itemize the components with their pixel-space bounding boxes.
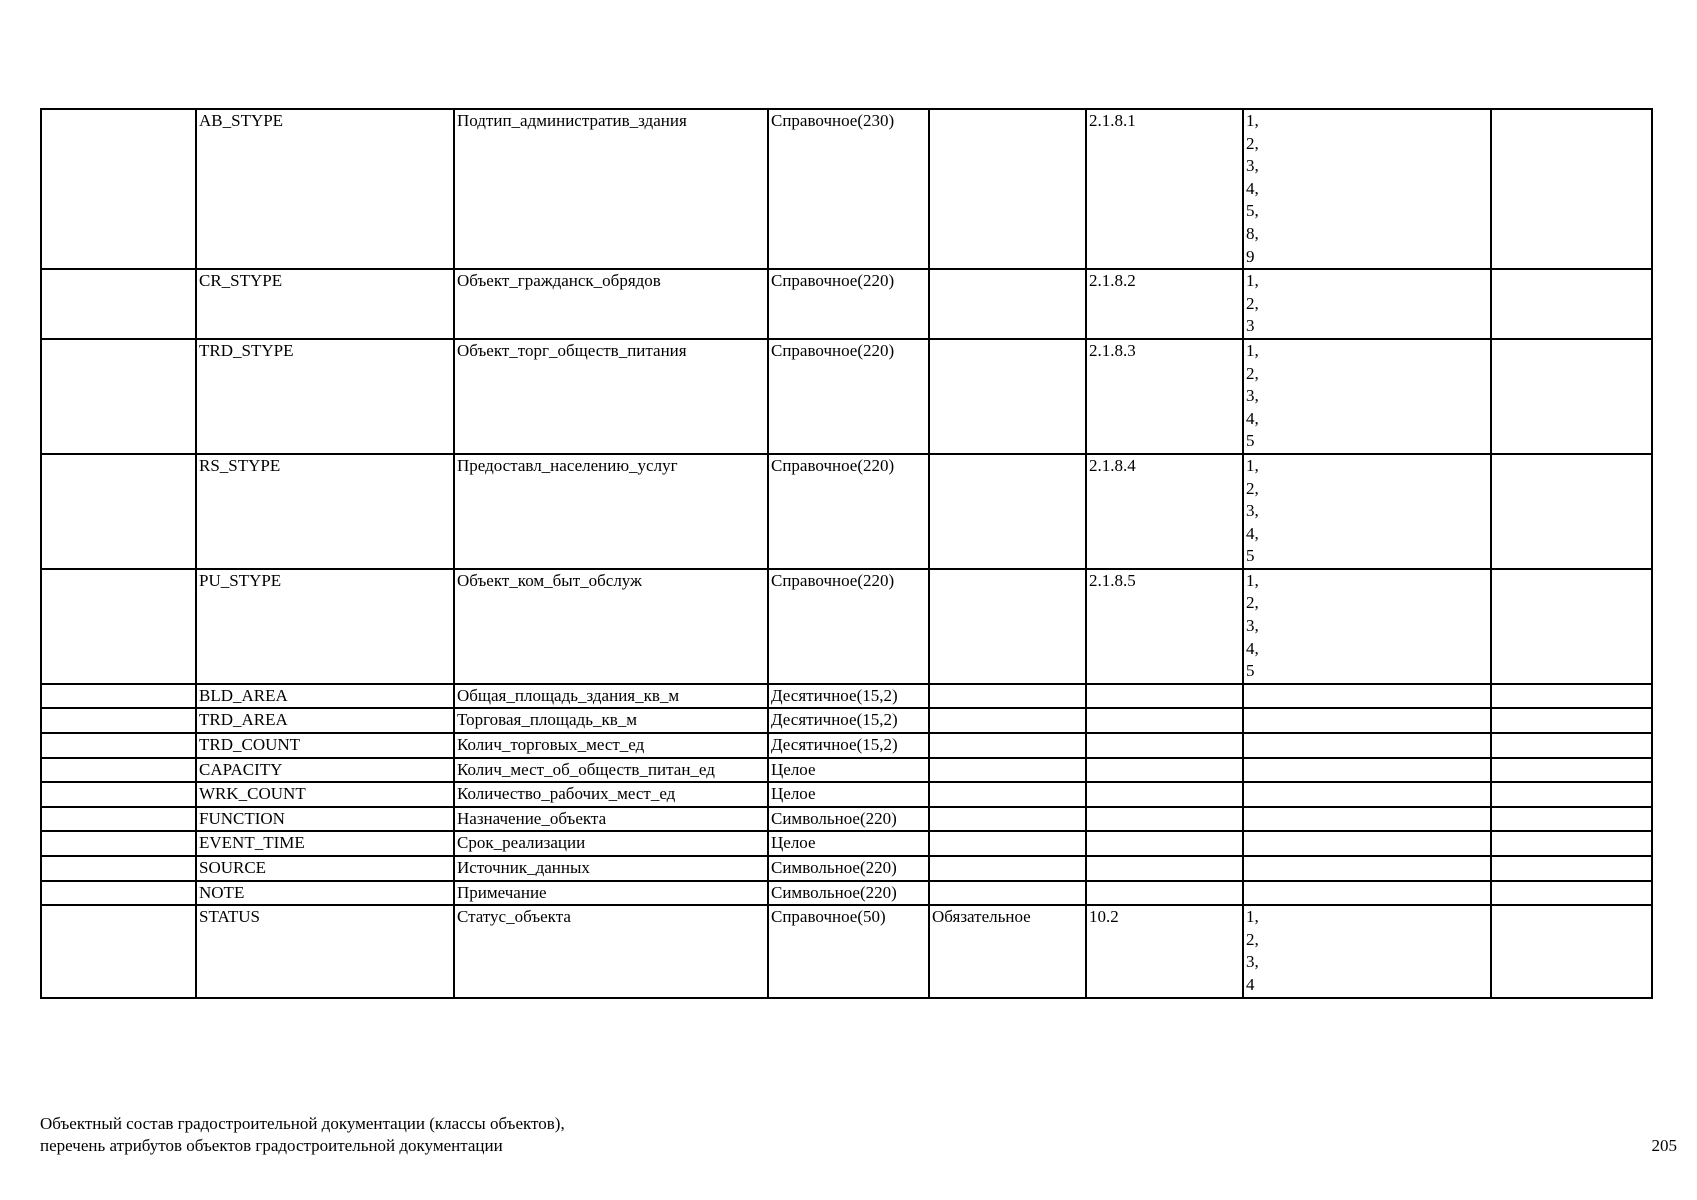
attribute-values (1243, 454, 1491, 569)
attribute-required (929, 708, 1086, 733)
attribute-name: Источник_данных (454, 856, 768, 881)
attribute-reference: 2.1.8.3 (1086, 339, 1243, 454)
attribute-required (929, 881, 1086, 906)
attribute-name: Подтип_административ_здания (454, 109, 768, 269)
attribute-code: BLD_AREA (196, 684, 454, 709)
value-item: 1, (1246, 455, 1259, 475)
row-empty-cell (41, 269, 196, 339)
value-item: 3, (1246, 616, 1259, 636)
attribute-values (1243, 905, 1491, 997)
row-empty-cell (41, 109, 196, 269)
value-item: 4, (1246, 523, 1259, 543)
attribute-code: WRK_COUNT (196, 782, 454, 807)
row-empty-cell (1491, 856, 1652, 881)
row-empty-cell (41, 782, 196, 807)
value-item: 3 (1246, 316, 1255, 336)
value-item: 5 (1246, 431, 1255, 451)
value-item: 3, (1246, 156, 1259, 176)
attribute-values (1243, 831, 1491, 856)
table-row (41, 109, 1652, 269)
value-item: 1, (1246, 570, 1259, 590)
value-item: 1, (1246, 271, 1259, 291)
attribute-reference (1086, 782, 1243, 807)
attribute-name: Торговая_площадь_кв_м (454, 708, 768, 733)
table-row (41, 339, 1652, 454)
attribute-type: Символьное(220) (768, 856, 929, 881)
attribute-type: Справочное(220) (768, 569, 929, 684)
attribute-values (1243, 782, 1491, 807)
row-empty-cell (41, 684, 196, 709)
attribute-required (929, 831, 1086, 856)
value-item: 4, (1246, 178, 1259, 198)
attribute-code: NOTE (196, 881, 454, 906)
attribute-required (929, 569, 1086, 684)
table-row (41, 708, 1652, 733)
attribute-type: Десятичное(15,2) (768, 733, 929, 758)
table-row (41, 569, 1652, 684)
attribute-name: Статус_объекта (454, 905, 768, 997)
attribute-reference (1086, 708, 1243, 733)
row-empty-cell (1491, 831, 1652, 856)
attribute-required (929, 758, 1086, 783)
attribute-required: Обязательное (929, 905, 1086, 997)
attribute-type: Справочное(220) (768, 339, 929, 454)
attribute-values (1243, 881, 1491, 906)
attribute-code: CAPACITY (196, 758, 454, 783)
table-row (41, 856, 1652, 881)
table-row (41, 881, 1652, 906)
attribute-type: Справочное(230) (768, 109, 929, 269)
attribute-name: Колич_торговых_мест_ед (454, 733, 768, 758)
attribute-required (929, 807, 1086, 832)
attribute-reference: 10.2 (1086, 905, 1243, 997)
attribute-reference (1086, 758, 1243, 783)
attribute-name: Срок_реализации (454, 831, 768, 856)
attribute-code: EVENT_TIME (196, 831, 454, 856)
attribute-values (1243, 856, 1491, 881)
row-empty-cell (1491, 807, 1652, 832)
attribute-reference (1086, 807, 1243, 832)
attribute-type: Целое (768, 782, 929, 807)
attribute-values (1243, 684, 1491, 709)
page-number: 205 (1651, 1136, 1677, 1155)
table-body (41, 109, 1652, 998)
table-row (41, 684, 1652, 709)
row-empty-cell (1491, 109, 1652, 269)
value-item: 2, (1246, 929, 1259, 949)
attribute-name: Колич_мест_об_обществ_питан_ед (454, 758, 768, 783)
attribute-reference: 2.1.8.2 (1086, 269, 1243, 339)
attribute-reference (1086, 881, 1243, 906)
attribute-name: Объект_торг_обществ_питания (454, 339, 768, 454)
attribute-name: Примечание (454, 881, 768, 906)
value-item: 1, (1246, 111, 1259, 130)
attribute-type: Десятичное(15,2) (768, 708, 929, 733)
attribute-required (929, 684, 1086, 709)
row-empty-cell (1491, 339, 1652, 454)
table-row (41, 905, 1652, 997)
row-empty-cell (41, 856, 196, 881)
row-empty-cell (1491, 758, 1652, 783)
attribute-code: CR_STYPE (196, 269, 454, 339)
value-item: 2, (1246, 363, 1259, 383)
row-empty-cell (1491, 905, 1652, 997)
attribute-reference: 2.1.8.1 (1086, 109, 1243, 269)
value-item: 9 (1246, 246, 1255, 266)
row-empty-cell (41, 807, 196, 832)
value-item: 2, (1246, 593, 1259, 613)
row-empty-cell (41, 881, 196, 906)
row-empty-cell (1491, 269, 1652, 339)
attribute-required (929, 269, 1086, 339)
attribute-name: Количество_рабочих_мест_ед (454, 782, 768, 807)
attribute-code: STATUS (196, 905, 454, 997)
attribute-type: Справочное(50) (768, 905, 929, 997)
value-item: 1, (1246, 340, 1259, 360)
attribute-code: SOURCE (196, 856, 454, 881)
row-empty-cell (1491, 684, 1652, 709)
attribute-reference: 2.1.8.5 (1086, 569, 1243, 684)
value-item: 2, (1246, 293, 1259, 313)
row-empty-cell (41, 758, 196, 783)
row-empty-cell (1491, 782, 1652, 807)
footer-caption (40, 1113, 565, 1157)
table-row (41, 733, 1652, 758)
attribute-values (1243, 807, 1491, 832)
attribute-type: Символьное(220) (768, 881, 929, 906)
attribute-code: FUNCTION (196, 807, 454, 832)
footer-line-2: перечень атрибутов объектов градостроительной документации (40, 1136, 503, 1155)
table-row (41, 831, 1652, 856)
row-empty-cell (41, 339, 196, 454)
value-item: 5 (1246, 546, 1255, 566)
attribute-required (929, 109, 1086, 269)
table-row (41, 807, 1652, 832)
row-empty-cell (41, 569, 196, 684)
attribute-required (929, 856, 1086, 881)
attribute-reference: 2.1.8.4 (1086, 454, 1243, 569)
attribute-code: TRD_STYPE (196, 339, 454, 454)
attribute-values (1243, 758, 1491, 783)
value-item: 5, (1246, 201, 1259, 221)
attribute-name: Общая_площадь_здания_кв_м (454, 684, 768, 709)
row-empty-cell (1491, 733, 1652, 758)
value-item: 5 (1246, 661, 1255, 681)
value-item: 4 (1246, 974, 1255, 994)
attribute-values (1243, 269, 1491, 339)
attribute-type: Символьное(220) (768, 807, 929, 832)
attribute-values (1243, 708, 1491, 733)
attribute-required (929, 733, 1086, 758)
attribute-type: Десятичное(15,2) (768, 684, 929, 709)
row-empty-cell (41, 733, 196, 758)
attribute-required (929, 454, 1086, 569)
attribute-type: Целое (768, 758, 929, 783)
attribute-values (1243, 109, 1491, 269)
row-empty-cell (1491, 881, 1652, 906)
attribute-type: Справочное(220) (768, 454, 929, 569)
attribute-values (1243, 733, 1491, 758)
table-row (41, 269, 1652, 339)
attribute-reference (1086, 733, 1243, 758)
row-empty-cell (1491, 569, 1652, 684)
attribute-name: Объект_гражданск_обрядов (454, 269, 768, 339)
value-item: 1, (1246, 907, 1259, 927)
attribute-name: Назначение_объекта (454, 807, 768, 832)
value-item: 3, (1246, 501, 1259, 521)
attribute-values (1243, 339, 1491, 454)
value-item: 2, (1246, 133, 1259, 153)
attribute-required (929, 782, 1086, 807)
attribute-code: TRD_COUNT (196, 733, 454, 758)
row-empty-cell (41, 905, 196, 997)
value-item: 4, (1246, 638, 1259, 658)
footer-line-1: Объектный состав градостроительной документации (классы объектов), (40, 1114, 565, 1133)
value-item: 3, (1246, 952, 1259, 972)
value-item: 4, (1246, 408, 1259, 428)
attribute-reference (1086, 684, 1243, 709)
attribute-code: PU_STYPE (196, 569, 454, 684)
row-empty-cell (41, 831, 196, 856)
attribute-type: Целое (768, 831, 929, 856)
attribute-code: TRD_AREA (196, 708, 454, 733)
row-empty-cell (41, 708, 196, 733)
row-empty-cell (1491, 708, 1652, 733)
value-item: 3, (1246, 386, 1259, 406)
value-item: 2, (1246, 478, 1259, 498)
attribute-reference (1086, 831, 1243, 856)
attribute-reference (1086, 856, 1243, 881)
attributes-table (40, 108, 1653, 999)
table-row (41, 454, 1652, 569)
attribute-values (1243, 569, 1491, 684)
attribute-code: RS_STYPE (196, 454, 454, 569)
attribute-name: Объект_ком_быт_обслуж (454, 569, 768, 684)
attribute-type: Справочное(220) (768, 269, 929, 339)
row-empty-cell (41, 454, 196, 569)
value-item: 8, (1246, 223, 1259, 243)
table-row (41, 782, 1652, 807)
row-empty-cell (1491, 454, 1652, 569)
attribute-required (929, 339, 1086, 454)
table-row (41, 758, 1652, 783)
attribute-name: Предоставл_населению_услуг (454, 454, 768, 569)
attribute-code: AB_STYPE (196, 109, 454, 269)
